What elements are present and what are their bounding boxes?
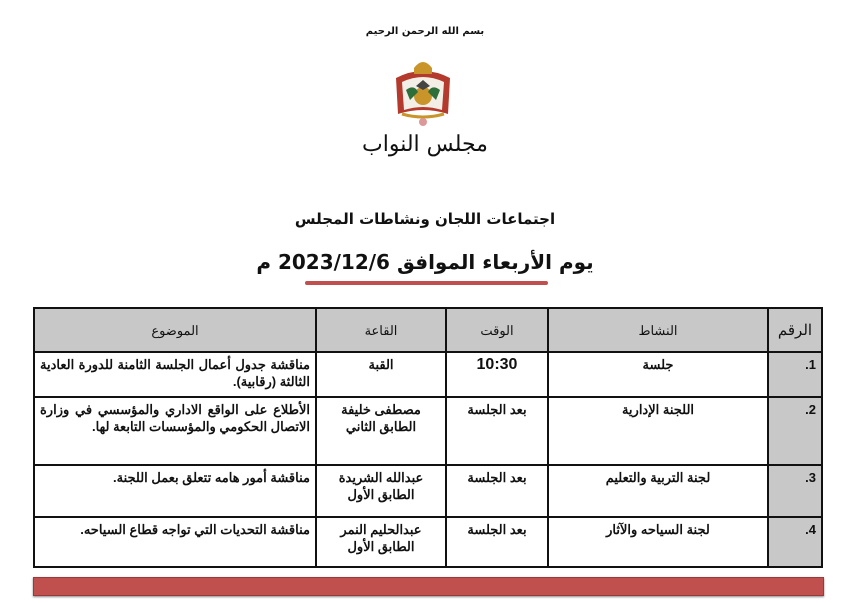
row-hall: القبة — [316, 352, 446, 397]
table-row — [34, 517, 822, 567]
table-header-row — [34, 308, 822, 352]
row-activity: جلسة — [548, 352, 768, 397]
jordan-coat-of-arms-icon — [388, 56, 458, 128]
table-row — [34, 352, 822, 397]
header-num: الرقم — [768, 308, 822, 352]
row-hall: عبدالحليم النمر الطابق الأول — [316, 517, 446, 567]
row-topic: مناقشة جدول أعمال الجلسة الثامنة للدورة العادية الثالثة (رقابية). — [34, 352, 316, 397]
header-topic: الموضوع — [34, 308, 316, 352]
parliament-logo-text: مجلس النواب — [362, 132, 488, 157]
row-time: 10:30 — [446, 352, 548, 397]
row-num: 1. — [768, 352, 822, 397]
date-heading: يوم الأربعاء الموافق 2023/12/6 م — [256, 250, 594, 274]
header-hall: القاعة — [316, 308, 446, 352]
table-row — [34, 465, 822, 517]
row-activity: لجنة التربية والتعليم — [548, 465, 768, 517]
row-hall: مصطفى خليفة الطابق الثاني — [316, 397, 446, 465]
document-title: اجتماعات اللجان ونشاطات المجلس — [294, 210, 556, 228]
row-hall: عبدالله الشريدة الطابق الأول — [316, 465, 446, 517]
schedule-table — [33, 307, 823, 568]
row-time: بعد الجلسة — [446, 517, 548, 567]
footer-red-bar — [33, 577, 824, 596]
table-row — [34, 397, 822, 465]
row-num: 2. — [768, 397, 822, 465]
row-num: 4. — [768, 517, 822, 567]
row-activity: اللجنة الإدارية — [548, 397, 768, 465]
header-time: الوقت — [446, 308, 548, 352]
row-time: بعد الجلسة — [446, 397, 548, 465]
basmala: بسم الله الرحمن الرحيم — [365, 26, 485, 37]
row-activity: لجنة السياحه والآثار — [548, 517, 768, 567]
title-underline — [305, 281, 548, 285]
header-activity: النشاط — [548, 308, 768, 352]
row-time: بعد الجلسة — [446, 465, 548, 517]
row-topic: الأطلاع على الواقع الاداري والمؤسسي في وزارة الاتصال الحكومي والمؤسسات التابعة لها. — [34, 397, 316, 465]
row-topic: مناقشة أمور هامه تتعلق بعمل اللجنة. — [34, 465, 316, 517]
row-topic: مناقشة التحديات التي تواجه قطاع السياحه. — [34, 517, 316, 567]
row-num: 3. — [768, 465, 822, 517]
